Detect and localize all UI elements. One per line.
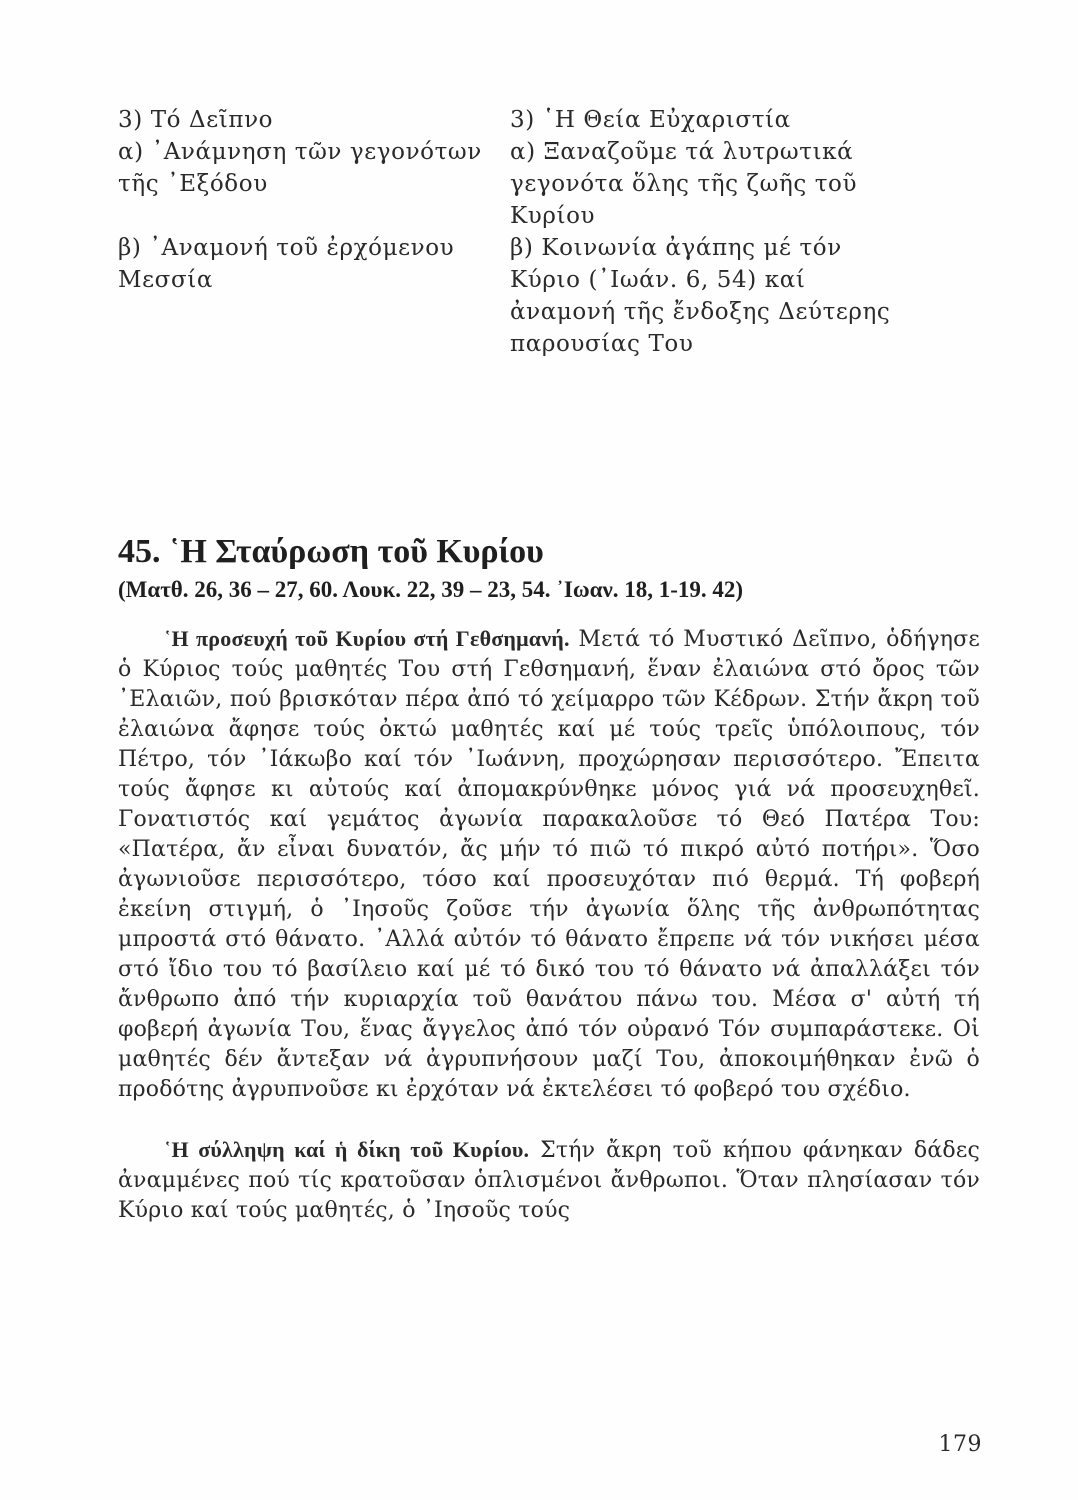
- paragraph-lead: ῾Η σύλληψη καί ἡ δίκη τοῦ Κυρίου.: [164, 1137, 530, 1162]
- body-text: [118, 624, 980, 1226]
- page-number: 179: [938, 1432, 982, 1457]
- right-item-b-line-1: β) Κοινωνία ἀγάπης μέ τόν: [510, 235, 842, 261]
- right-item-a-line-3: Κυρίου: [510, 203, 596, 229]
- left-column: [118, 104, 510, 360]
- left-item-a-line-2: τῆς ᾿Εξόδου: [118, 171, 268, 197]
- right-item-a-line-1: α) Ξαναζοῦμε τά λυτρωτικά: [510, 139, 854, 165]
- right-item-a-line-2: γεγονότα ὅλης τῆς ζωῆς τοῦ: [510, 171, 858, 197]
- left-item-b-line-1: β) ᾿Αναμονή τοῦ ἐρχόμενου: [118, 235, 455, 261]
- right-item-b-line-4: παρουσίας Του: [510, 331, 694, 357]
- scripture-references: (Ματθ. 26, 36 – 27, 60. Λουκ. 22, 39 – 23, 54. ᾿Ιωαν. 18, 1-19. 42): [118, 577, 744, 602]
- left-heading: 3) Τό Δεῖπνο: [118, 107, 274, 133]
- comparison-columns: [118, 104, 938, 360]
- paragraph-prayer: [118, 624, 980, 1105]
- paragraph-text: Μετά τό Μυστικό Δεῖπνο, ὁδήγησε ὁ Κύριος τούς μαθητές Του στή Γεθσημανή, ἕναν ἐλαιώνα στό ὄρος τῶν ᾿Ελαιῶν, πού βρισκόταν πέρα ἀπό τό χείμαρρο τῶν Κέδρων. Στήν ἄκρη τοῦ ἐλαιώνα ἄφησε τούς ὀκτώ μαθητές καί μέ τούς τρεῖς ὑπόλοιπους, τόν Πέτρο, τόν ᾿Ιάκωβο καί τόν ᾿Ιωάννη, προχώρησαν περισσότερο. Ἔπειτα τούς ἄφησε κι αὐτούς καί ἀπομακρύνθηκε μόνος γιά νά προσευχηθεῖ. Γονατιστός καί γεμάτος ἀγωνία παρακαλοῦσε τό Θεό Πατέρα Του: «Πατέρα, ἄν εἶναι δυνατόν, ἄς μήν τό πιῶ τό πικρό αὐτό ποτήρι». Ὅσο ἀγωνιοῦσε περισσότερο, τόσο καί προσευχόταν πιό θερμά. Τή φοβερή ἐκείνη στιγμή, ὁ ᾿Ιησοῦς ζοῦσε τήν ἀγωνία ὅλης τῆς ἀνθρωπότητας μπροστά στό θάνατο. ᾿Αλλά αὐτόν τό θάνατο ἔπρεπε νά τόν νικήσει μέσα στό ἴδιο του τό βασίλειο καί μέ τό δικό του τό θάνατο νά ἀπαλλάξει τόν ἄνθρωπο ἀπό τήν κυριαρχία τοῦ θανάτου πάνω του. Μέσα σ' αὐτή τή φοβερή ἀγωνία Του, ἕνας ἄγγελος ἀπό τόν οὐρανό Τόν συμπαράστεκε. Οἱ μαθητές δέν ἄντεξαν νά ἀγρυπνήσουν μαζί Του, ἀποκοιμήθηκαν ἐνῶ ὁ προδότης ἀγρυπνοῦσε κι ἐρχόταν νά ἐκτελέσει τό φοβερό του σχέδιο.: [118, 627, 980, 1102]
- right-column: [510, 104, 910, 360]
- right-heading: 3) ῾Η Θεία Εὐχαριστία: [510, 107, 791, 133]
- paragraph-lead: ῾Η προσευχή τοῦ Κυρίου στή Γεθσημανή.: [164, 626, 570, 651]
- left-item-b-line-2: Μεσσία: [118, 267, 214, 293]
- right-item-b-line-2: Κύριο (᾿Ιωάν. 6, 54) καί: [510, 267, 806, 293]
- paragraph-arrest: [118, 1135, 980, 1226]
- paragraph-text: Στήν ἄκρη τοῦ κήπου φάνηκαν δάδες ἀναμμένες πού τίς κρατοῦσαν ὁπλισμένοι ἄνθρωποι. Ὅταν πλησίασαν τόν Κύριο καί τούς μαθητές, ὁ ᾿Ιησοῦς τούς: [118, 1138, 980, 1223]
- section-title: 45. ῾Η Σταύρωση τοῦ Κυρίου: [118, 533, 544, 570]
- right-item-b-line-3: ἀναμονή τῆς ἔνδοξης Δεύτερης: [510, 299, 891, 325]
- section-heading: [118, 530, 998, 606]
- left-item-a-line-1: α) ᾿Ανάμνηση τῶν γεγονότων: [118, 139, 482, 165]
